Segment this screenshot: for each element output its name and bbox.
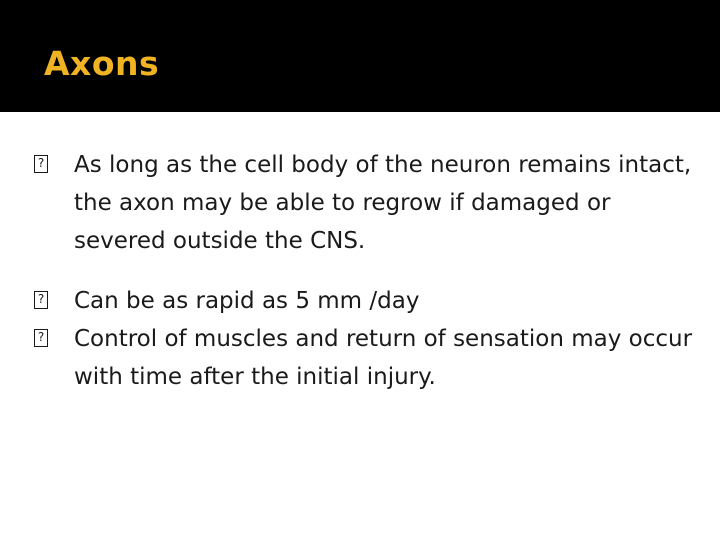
bullet-glyph-icon: ?: [34, 329, 48, 347]
bullet-glyph-icon: ?: [34, 155, 48, 173]
title-band: [0, 0, 720, 112]
bullet-text: As long as the cell body of the neuron remains intact, the axon may be able to regrow if damaged or severed outside the CNS.: [74, 152, 692, 254]
bullet-item: [34, 320, 694, 396]
bullet-glyph-icon: ?: [34, 291, 48, 309]
bullet-text: Can be as rapid as 5 mm /day: [74, 288, 420, 314]
bullet-item: [34, 146, 694, 260]
bullet-text: Control of muscles and return of sensation may occur with time after the initial injury.: [74, 326, 693, 390]
slide-title: Axons: [44, 44, 160, 83]
bullet-list: [34, 146, 694, 396]
bullet-item: [34, 282, 694, 320]
